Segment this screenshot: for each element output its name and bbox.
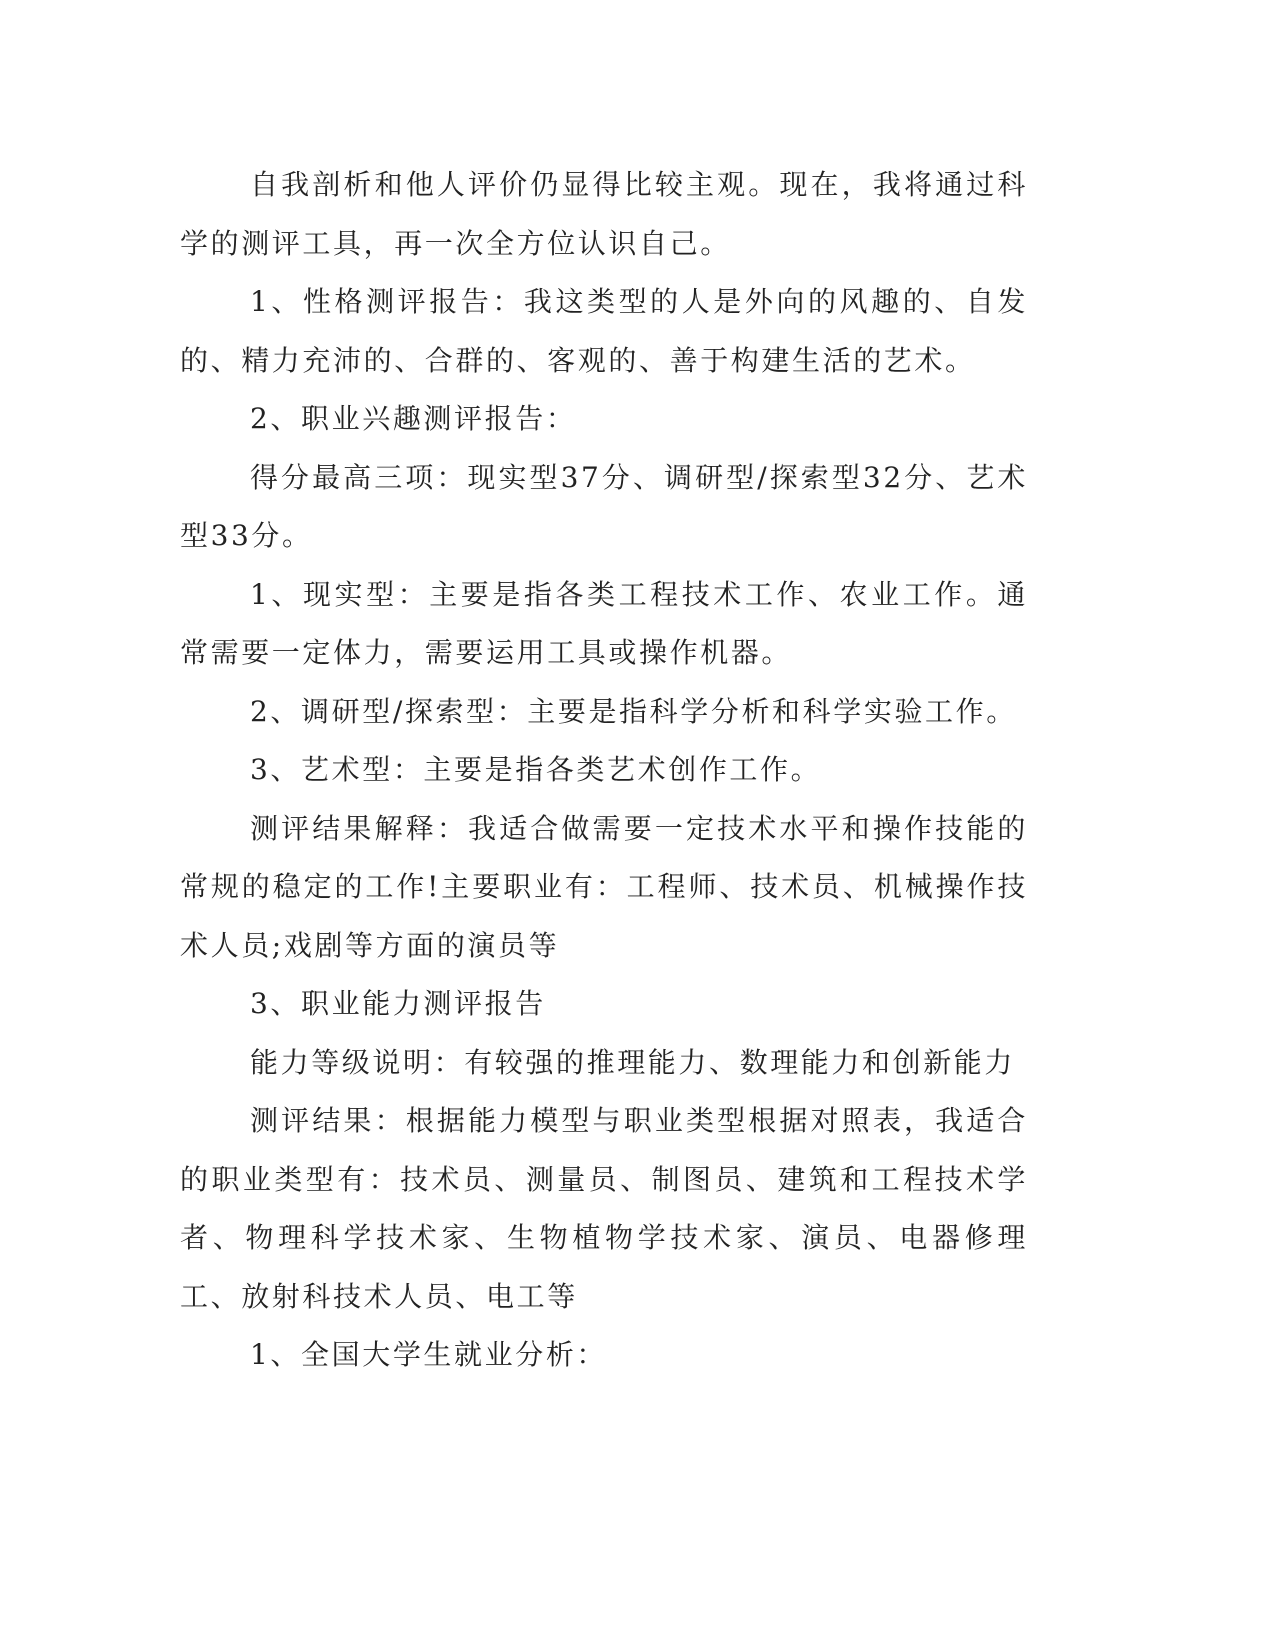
paragraph-interest-report-heading: 2、职业兴趣测评报告： <box>250 402 577 435</box>
paragraph-intro: 自我剖析和他人评价仍显得比较主观。现在，我将通过科学的测评工具，再一次全方位认识自己。 <box>180 168 1028 260</box>
paragraph-result-explanation: 测评结果解释：我适合做需要一定技术水平和操作技能的常规的稳定的工作!主要职业有：工程师、技术员、机械操作技术人员;戏剧等方面的演员等 <box>180 811 1028 962</box>
paragraph-ability-report-heading: 3、职业能力测评报告 <box>250 987 546 1020</box>
paragraph-personality-report: 1、性格测评报告：我这类型的人是外向的风趣的、自发的、精力充沛的、合群的、客观的、善于构建生活的艺术。 <box>180 285 1028 377</box>
document-body <box>180 156 1028 1385</box>
paragraph-top-scores: 得分最高三项：现实型37分、调研型/探索型32分、艺术型33分。 <box>180 460 1028 552</box>
paragraph-employment-analysis-heading: 1、全国大学生就业分析： <box>250 1338 608 1371</box>
paragraph-ability-result: 测评结果：根据能力模型与职业类型根据对照表，我适合的职业类型有：技术员、测量员、制图员、建筑和工程技术学者、物理科学技术家、生物植物学技术家、演员、电器修理工、放射科技术人员、电工等 <box>180 1104 1028 1313</box>
paragraph-artistic-type: 3、艺术型：主要是指各类艺术创作工作。 <box>250 753 822 786</box>
paragraph-investigative-type: 2、调研型/探索型：主要是指科学分析和科学实验工作。 <box>250 694 1017 728</box>
paragraph-realistic-type: 1、现实型：主要是指各类工程技术工作、农业工作。通常需要一定体力，需要运用工具或操作机器。 <box>180 577 1028 669</box>
paragraph-ability-level: 能力等级说明：有较强的推理能力、数理能力和创新能力 <box>250 1045 1016 1079</box>
